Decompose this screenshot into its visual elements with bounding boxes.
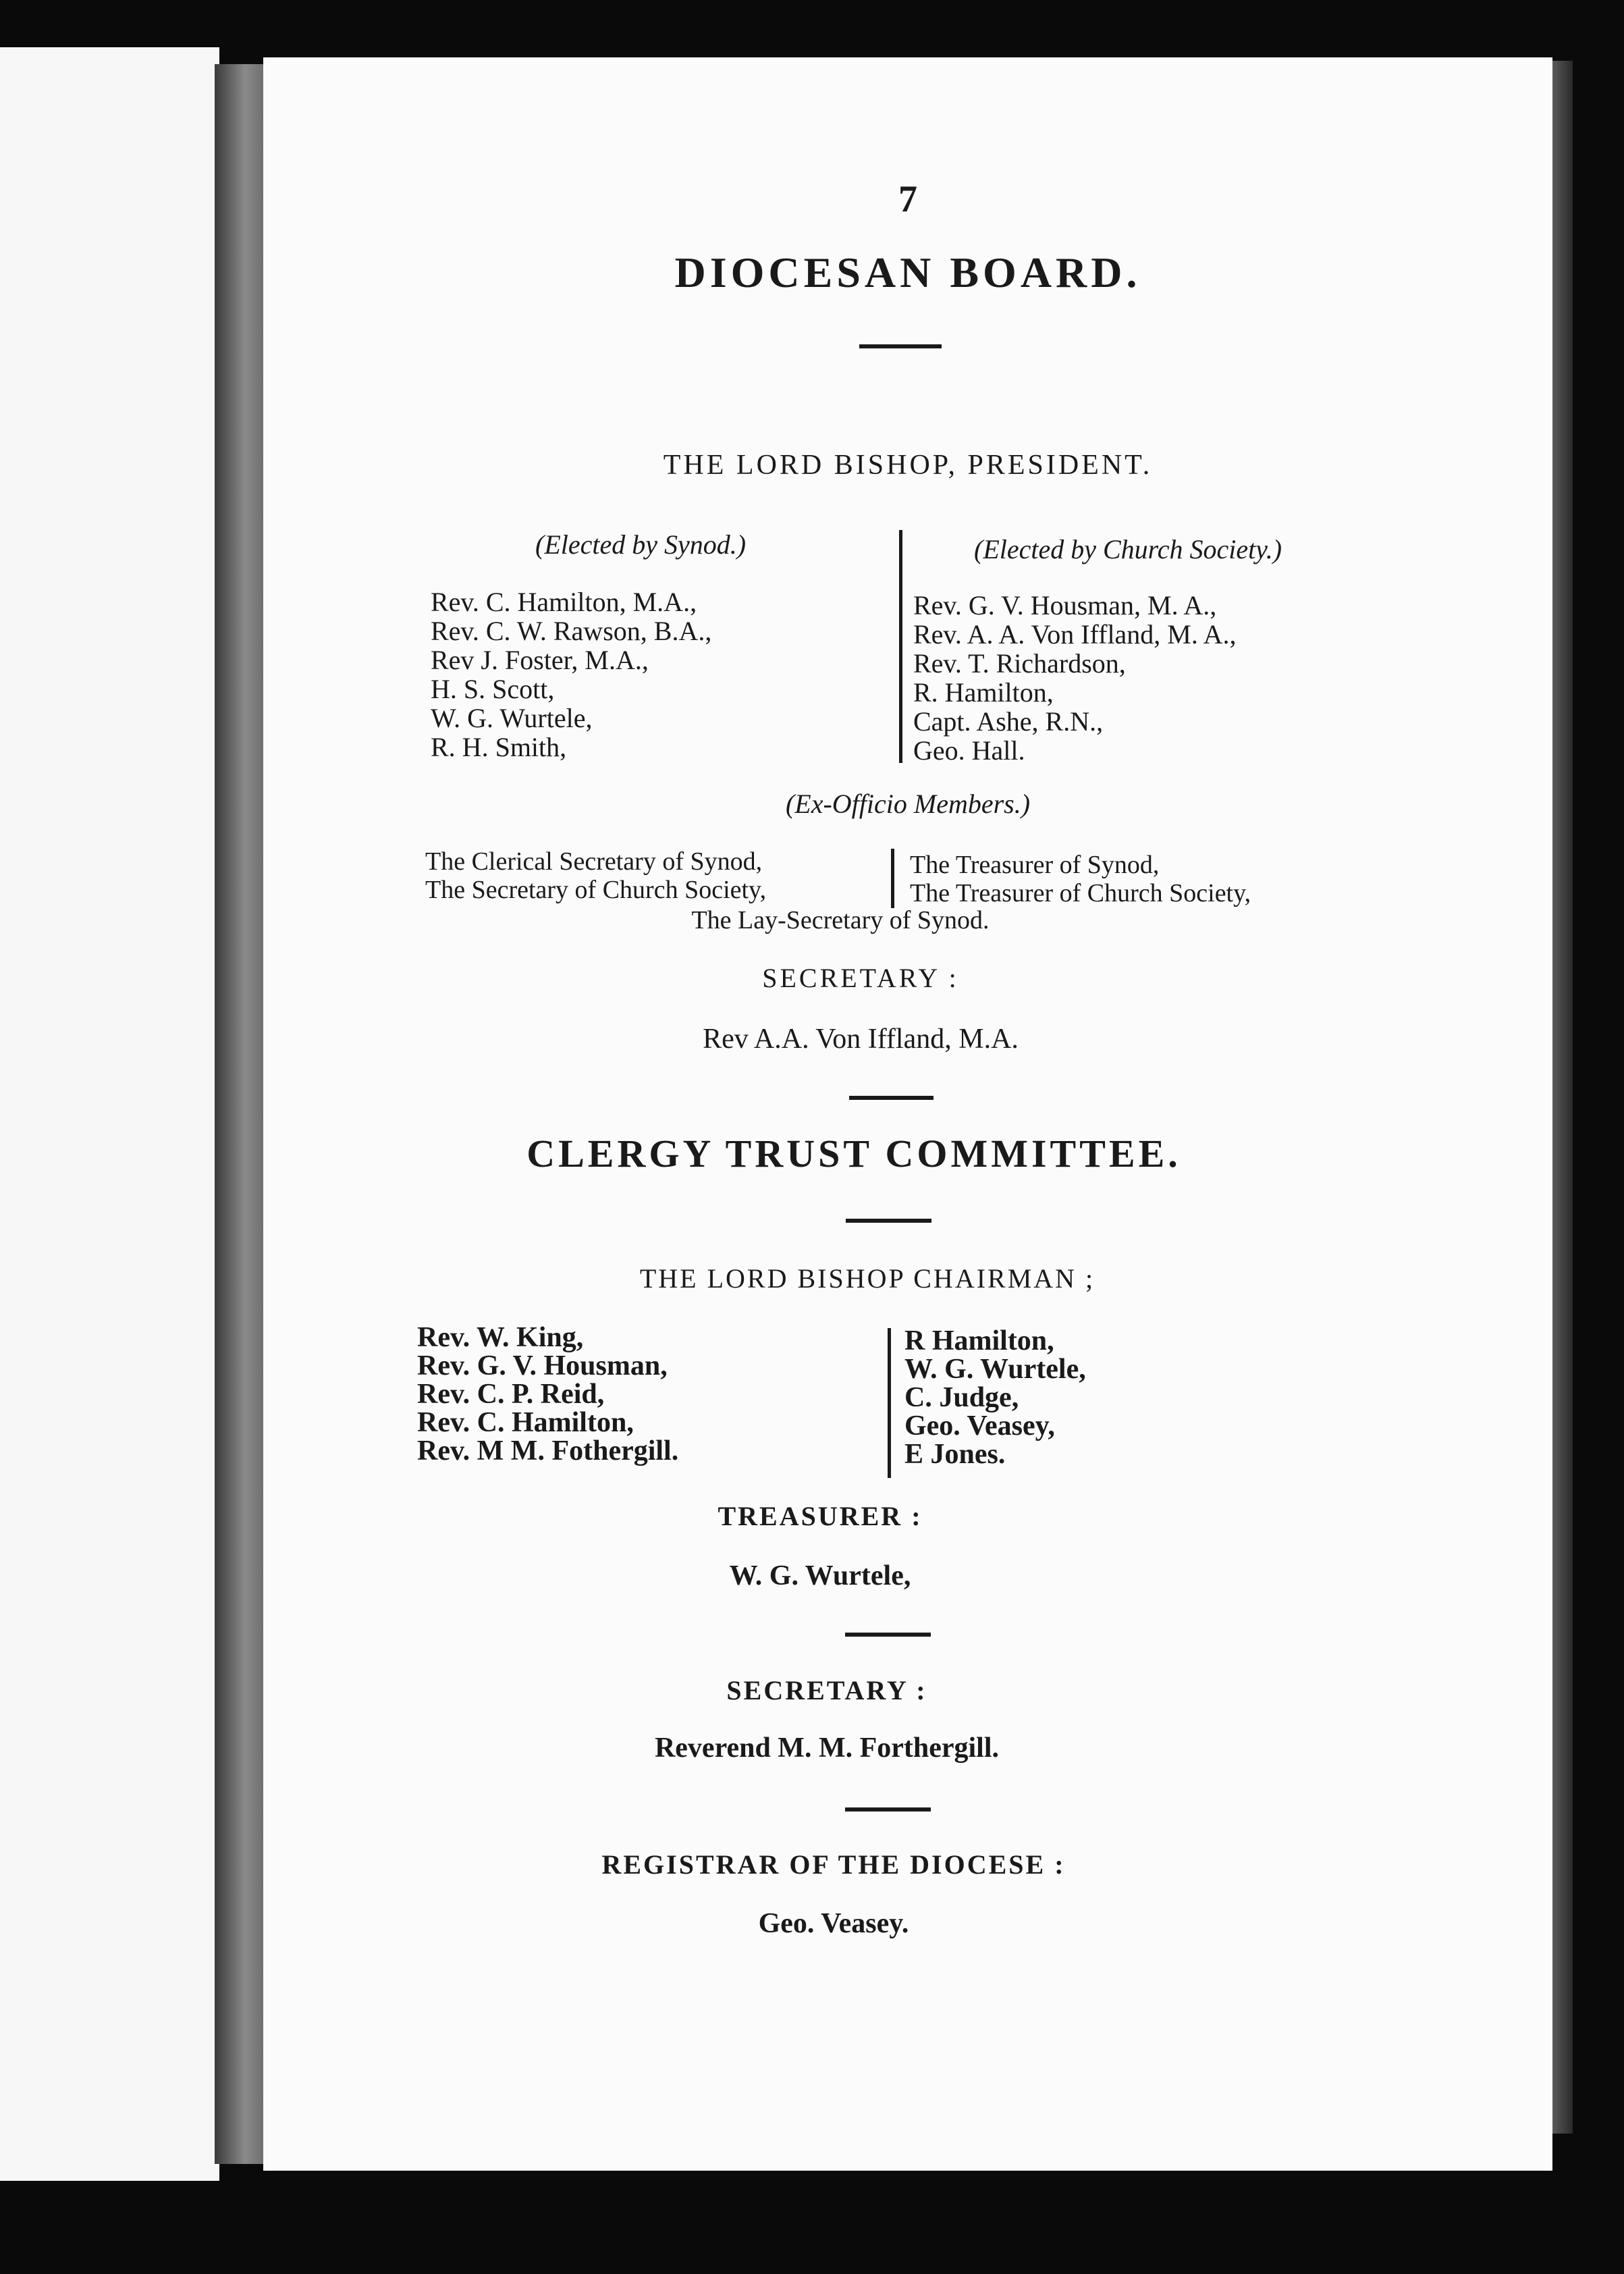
ex-officio-heading: (Ex-Officio Members.) — [785, 789, 1031, 819]
list-item: Rev. C. Hamilton, M.A., — [431, 587, 697, 617]
list-item: The Treasurer of Synod, — [910, 851, 1160, 879]
board-secretary-name: Rev A.A. Von Iffland, M.A. — [703, 1024, 1019, 1055]
registrar-name: Geo. Veasey. — [758, 1908, 909, 1939]
diocesan-board-title: DIOCESAN BOARD. — [674, 248, 1141, 296]
treasurer-label: TREASURER : — [718, 1501, 923, 1531]
committee-title: CLERGY TRUST COMMITTEE. — [526, 1132, 1181, 1175]
list-item: Rev. C. P. Reid, — [417, 1379, 605, 1410]
list-item: W. G. Wurtele, — [431, 703, 593, 733]
list-item: Rev. T. Richardson, — [913, 648, 1126, 679]
board-president: THE LORD BISHOP, PRESIDENT. — [663, 450, 1153, 481]
treasurer-name: W. G. Wurtele, — [729, 1560, 911, 1591]
column-divider — [891, 849, 894, 908]
divider — [845, 1633, 931, 1637]
synod-column-heading: (Elected by Synod.) — [535, 529, 747, 560]
list-item: Geo. Veasey, — [904, 1410, 1055, 1442]
board-secretary-label: SECRETARY : — [762, 963, 959, 993]
list-item: The Treasurer of Church Society, — [910, 879, 1251, 907]
list-item: H. S. Scott, — [431, 674, 555, 704]
list-item: Rev J. Foster, M.A., — [431, 645, 649, 675]
committee-chairman: THE LORD BISHOP CHAIRMAN ; — [639, 1263, 1095, 1294]
list-item: Rev. G. V. Housman, M. A., — [913, 590, 1217, 620]
divider — [849, 1096, 933, 1100]
list-item: Capt. Ashe, R.N., — [913, 706, 1104, 737]
document-page — [263, 57, 1552, 2171]
committee-secretary-name: Reverend M. M. Forthergill. — [654, 1733, 1000, 1764]
divider — [845, 1807, 931, 1812]
list-item: E Jones. — [904, 1439, 1006, 1470]
committee-left-members — [417, 1323, 678, 1465]
list-item: Rev. M M. Fothergill. — [417, 1435, 679, 1466]
list-item: Rev. A. A. Von Iffland, M. A., — [913, 619, 1237, 650]
list-item: R. Hamilton, — [913, 677, 1054, 708]
list-item: Geo. Hall. — [913, 735, 1025, 766]
registrar-label: REGISTRAR OF THE DIOCESE : — [601, 1849, 1066, 1880]
list-item: R Hamilton, — [904, 1325, 1054, 1356]
list-item: Rev. C. W. Rawson, B.A., — [431, 616, 712, 646]
column-divider — [899, 530, 902, 763]
list-item: C. Judge, — [904, 1382, 1019, 1413]
ex-officio-left — [425, 847, 766, 904]
facing-page — [0, 47, 219, 2181]
list-item: Rev. C. Hamilton, — [417, 1407, 634, 1438]
page-number: 7 — [898, 178, 917, 220]
list-item: The Secretary of Church Society, — [425, 876, 767, 904]
divider — [859, 344, 942, 348]
list-item: Rev. G. V. Housman, — [417, 1350, 668, 1381]
list-item: R. H. Smith, — [431, 732, 567, 762]
synod-members-list — [431, 587, 711, 762]
church-society-column-heading: (Elected by Church Society.) — [974, 534, 1282, 564]
list-item: W. G. Wurtele, — [904, 1354, 1086, 1385]
list-item: The Clerical Secretary of Synod, — [425, 847, 763, 876]
column-divider — [888, 1328, 891, 1478]
ex-officio-center: The Lay-Secretary of Synod. — [691, 906, 990, 934]
church-society-members-list — [913, 591, 1237, 765]
list-item: Rev. W. King, — [417, 1322, 584, 1353]
committee-secretary-label: SECRETARY : — [726, 1675, 927, 1706]
committee-right-members — [904, 1327, 1086, 1469]
ex-officio-right — [910, 851, 1251, 907]
divider — [846, 1219, 931, 1223]
